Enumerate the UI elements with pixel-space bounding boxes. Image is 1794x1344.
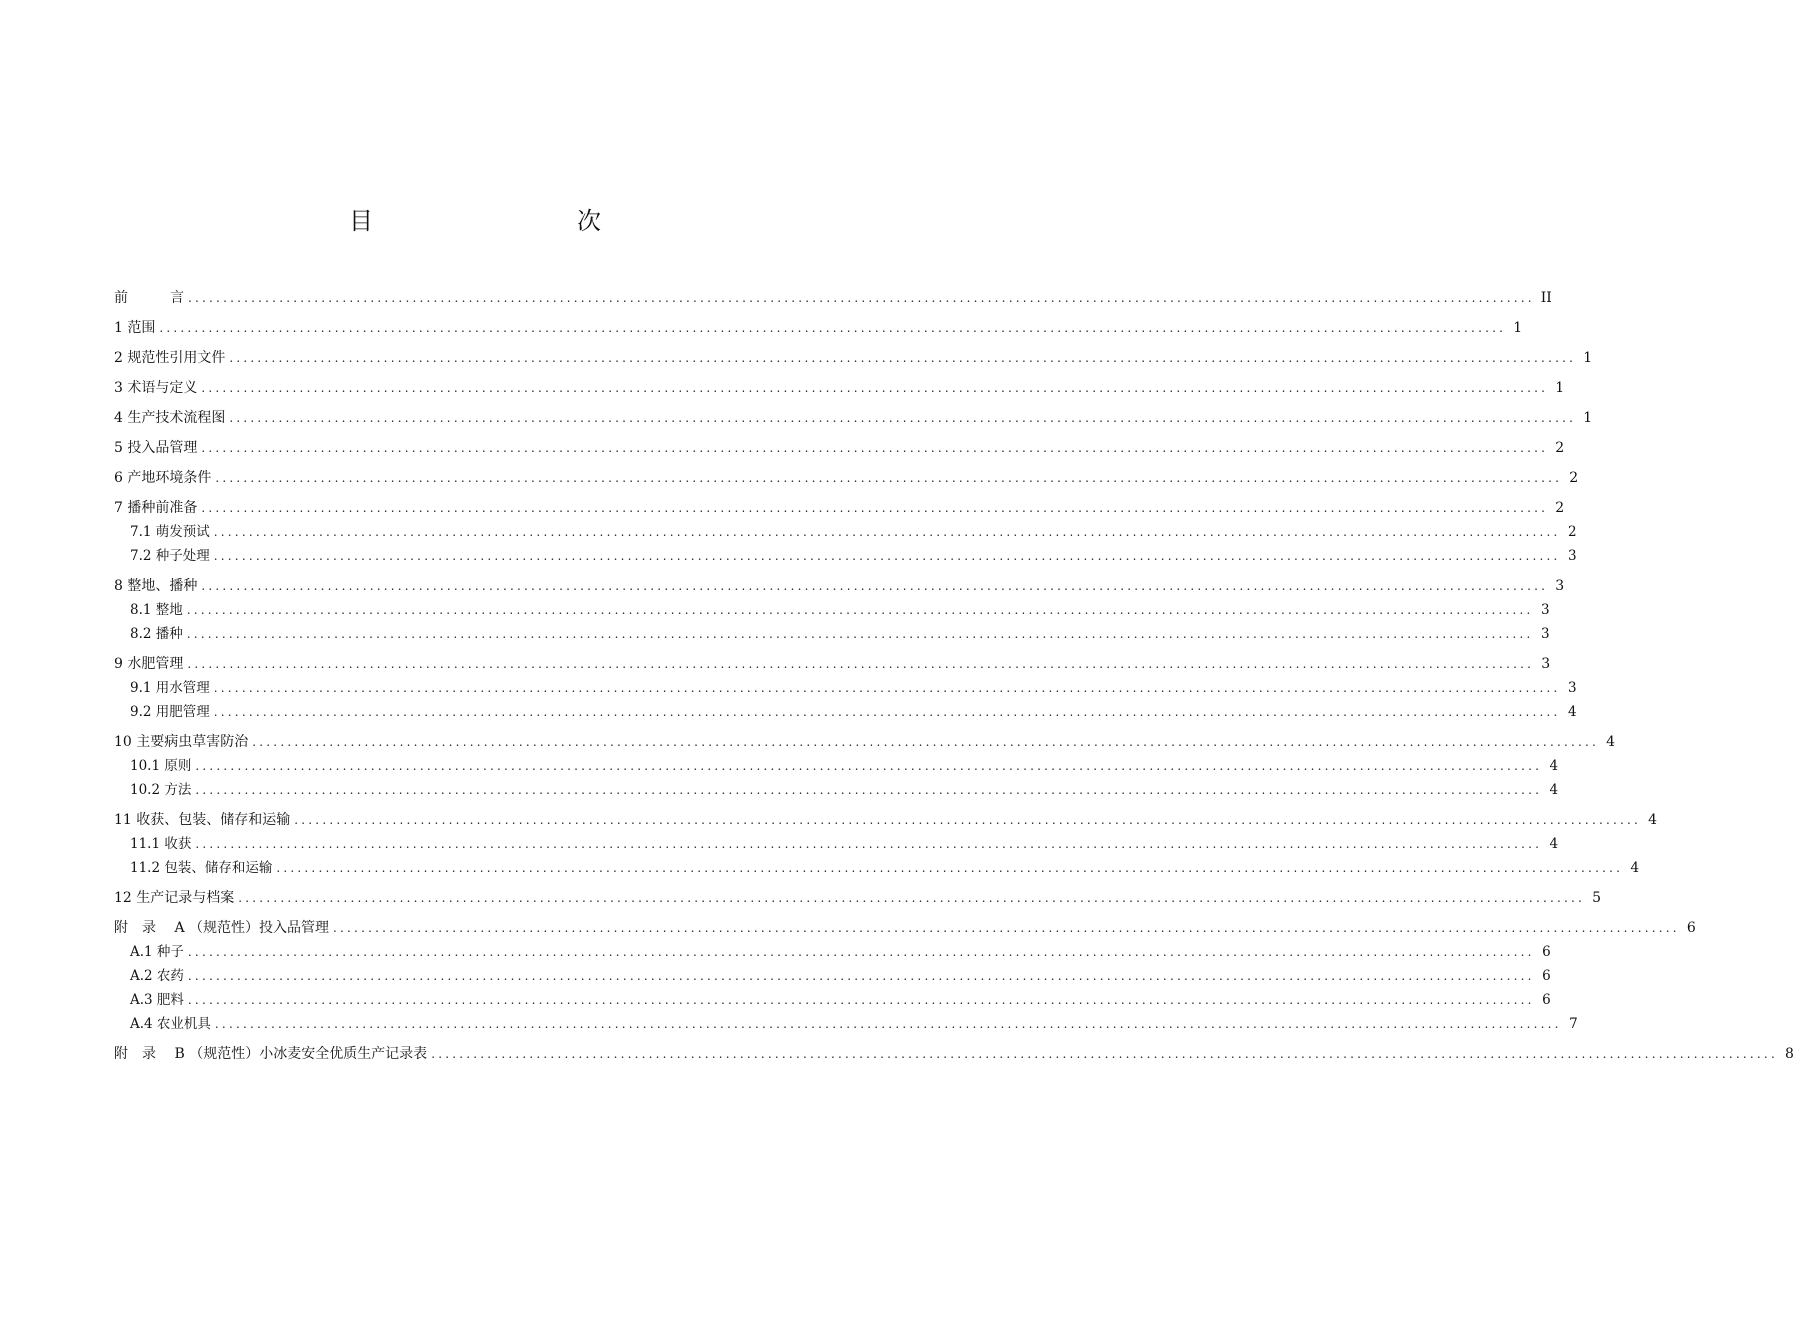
toc-entry[interactable] bbox=[114, 886, 1602, 910]
toc-entry[interactable] bbox=[114, 778, 1559, 802]
toc-entry-label: 6 产地环境条件 bbox=[114, 470, 212, 486]
toc-page-number: 2 bbox=[1569, 470, 1579, 486]
toc-entry-label: 8.1 整地 bbox=[130, 602, 183, 618]
toc-leader-dots: ................................................................................................................................................................................................ bbox=[201, 501, 1549, 515]
toc-entry[interactable] bbox=[114, 520, 1577, 544]
toc-page-number: 5 bbox=[1592, 890, 1602, 906]
toc-page-number: 6 bbox=[1542, 944, 1551, 960]
toc-page-number: 4 bbox=[1549, 782, 1559, 798]
toc-entry[interactable] bbox=[114, 754, 1559, 778]
toc-entry-label: 10.2 方法 bbox=[130, 782, 192, 798]
toc-leader-dots: ................................................................................................................................................................................................ bbox=[229, 411, 1577, 425]
toc-entry-label: 1 范围 bbox=[114, 320, 156, 336]
toc-entry[interactable] bbox=[114, 808, 1658, 832]
toc-entry[interactable] bbox=[114, 496, 1565, 520]
toc-page-number: 3 bbox=[1567, 680, 1577, 696]
toc-page-number: 3 bbox=[1555, 578, 1565, 594]
toc-leader-dots: ................................................................................................................................................................................................ bbox=[195, 759, 1543, 773]
toc-entry[interactable] bbox=[114, 598, 1550, 622]
toc-leader-dots: ................................................................................................................................................................................................ bbox=[201, 381, 1549, 395]
toc-entry[interactable] bbox=[114, 316, 1523, 340]
toc-leader-dots: ................................................................................................................................................................................................ bbox=[431, 1047, 1778, 1061]
toc-page-number: 3 bbox=[1540, 602, 1550, 618]
toc-page-number: 4 bbox=[1549, 836, 1559, 852]
toc-page-number: 4 bbox=[1567, 704, 1577, 720]
toc-entry-label: 7.1 萌发预试 bbox=[130, 524, 210, 540]
toc-leader-dots: ................................................................................................................................................................................................ bbox=[252, 735, 1600, 749]
toc-entry-label: 5 投入品管理 bbox=[114, 440, 198, 456]
toc-entry-label: 2 规范性引用文件 bbox=[114, 350, 226, 366]
toc-leader-dots: ................................................................................................................................................................................................ bbox=[276, 861, 1624, 875]
toc-entry-label: 3 术语与定义 bbox=[114, 380, 198, 396]
toc-entry[interactable] bbox=[114, 676, 1577, 700]
toc-leader-dots: ................................................................................................................................................................................................ bbox=[201, 441, 1549, 455]
toc-entry[interactable] bbox=[114, 544, 1577, 568]
toc-entry[interactable] bbox=[114, 406, 1593, 430]
toc-entry[interactable] bbox=[114, 466, 1579, 490]
toc-entry[interactable] bbox=[114, 286, 1552, 310]
toc-page-number: 4 bbox=[1549, 758, 1559, 774]
toc-page-number: 8 bbox=[1785, 1046, 1794, 1062]
toc-entry[interactable] bbox=[114, 652, 1551, 676]
toc-leader-dots: ................................................................................................................................................................................................ bbox=[294, 813, 1642, 827]
toc-entry-label: 8.2 播种 bbox=[130, 626, 183, 642]
toc-entry-label: A.2 农药 bbox=[130, 968, 184, 984]
toc-entry[interactable] bbox=[114, 622, 1550, 646]
toc-entry[interactable] bbox=[114, 940, 1551, 964]
toc-page-number: 1 bbox=[1583, 350, 1593, 366]
toc-page-number: 6 bbox=[1542, 968, 1551, 984]
toc-page-number: 2 bbox=[1567, 524, 1577, 540]
toc-entry-label: 7.2 种子处理 bbox=[130, 548, 210, 564]
toc-leader-dots: ................................................................................................................................................................................................ bbox=[186, 603, 1534, 617]
toc-page-number: 3 bbox=[1541, 656, 1551, 672]
toc-page-number: 7 bbox=[1569, 1016, 1578, 1032]
toc-entry-label: A.1 种子 bbox=[130, 944, 184, 960]
toc-entry[interactable] bbox=[114, 436, 1565, 460]
toc-page-number: 3 bbox=[1540, 626, 1550, 642]
toc-page-number: 2 bbox=[1555, 500, 1565, 516]
toc-entry-label: 9.2 用肥管理 bbox=[130, 704, 210, 720]
toc-leader-dots: ................................................................................................................................................................................................ bbox=[213, 705, 1561, 719]
toc-page-number: 6 bbox=[1686, 920, 1696, 936]
toc-leader-dots: ................................................................................................................................................................................................ bbox=[214, 1017, 1562, 1031]
toc-leader-dots: ................................................................................................................................................................................................ bbox=[213, 549, 1561, 563]
toc-entry-label: 附 录 B （规范性）小冰麦安全优质生产记录表 bbox=[114, 1046, 428, 1062]
toc-leader-dots: ................................................................................................................................................................................................ bbox=[213, 525, 1561, 539]
toc-entry[interactable] bbox=[114, 964, 1551, 988]
toc-leader-dots: ................................................................................................................................................................................................ bbox=[187, 969, 1535, 983]
toc-entry-label: 9 水肥管理 bbox=[114, 656, 184, 672]
table-of-contents bbox=[114, 286, 1794, 1066]
toc-entry-label: 附 录 A （规范性）投入品管理 bbox=[114, 920, 330, 936]
toc-entry-label: 10.1 原则 bbox=[130, 758, 192, 774]
toc-leader-dots: ................................................................................................................................................................................................ bbox=[213, 681, 1561, 695]
toc-leader-dots: ................................................................................................................................................................................................ bbox=[195, 783, 1543, 797]
toc-entry[interactable] bbox=[114, 916, 1696, 940]
toc-leader-dots: ................................................................................................................................................................................................ bbox=[201, 579, 1549, 593]
toc-leader-dots: ................................................................................................................................................................................................ bbox=[188, 291, 1535, 305]
toc-leader-dots: ................................................................................................................................................................................................ bbox=[159, 321, 1507, 335]
toc-leader-dots: ................................................................................................................................................................................................ bbox=[215, 471, 1563, 485]
toc-leader-dots: ................................................................................................................................................................................................ bbox=[195, 837, 1543, 851]
toc-entry-label: 前 言 bbox=[114, 290, 184, 306]
toc-page-number: 1 bbox=[1583, 410, 1593, 426]
toc-entry[interactable] bbox=[114, 1012, 1578, 1036]
toc-page-number: 6 bbox=[1542, 992, 1551, 1008]
toc-entry[interactable] bbox=[114, 730, 1616, 754]
toc-entry-label: 9.1 用水管理 bbox=[130, 680, 210, 696]
toc-leader-dots: ................................................................................................................................................................................................ bbox=[186, 627, 1534, 641]
toc-entry-label: 11 收获、包装、储存和运输 bbox=[114, 812, 291, 828]
toc-entry-label: A.4 农业机具 bbox=[130, 1016, 211, 1032]
toc-leader-dots: ................................................................................................................................................................................................ bbox=[238, 891, 1586, 905]
toc-entry-label: 7 播种前准备 bbox=[114, 500, 198, 516]
toc-entry-label: 8 整地、播种 bbox=[114, 578, 198, 594]
toc-entry-label: 10 主要病虫草害防治 bbox=[114, 734, 249, 750]
toc-entry[interactable] bbox=[114, 832, 1559, 856]
toc-entry[interactable] bbox=[114, 1042, 1794, 1066]
toc-entry[interactable] bbox=[114, 376, 1565, 400]
toc-page-number: 1 bbox=[1513, 320, 1523, 336]
toc-entry[interactable] bbox=[114, 856, 1640, 880]
toc-page-number: 4 bbox=[1648, 812, 1658, 828]
toc-entry-label: A.3 肥料 bbox=[130, 992, 184, 1008]
toc-entry-label: 11.1 收获 bbox=[130, 836, 192, 852]
toc-page-number: 3 bbox=[1567, 548, 1577, 564]
toc-leader-dots: ................................................................................................................................................................................................ bbox=[187, 993, 1535, 1007]
toc-page-number: 2 bbox=[1555, 440, 1565, 456]
toc-page-number: 4 bbox=[1606, 734, 1616, 750]
toc-entry[interactable] bbox=[114, 346, 1593, 370]
toc-entry[interactable] bbox=[114, 700, 1577, 724]
toc-page-number: 4 bbox=[1630, 860, 1640, 876]
toc-page-number: 1 bbox=[1555, 380, 1565, 396]
toc-entry-label: 11.2 包装、储存和运输 bbox=[130, 860, 273, 876]
page-title: 目 次 bbox=[349, 207, 653, 235]
toc-entry[interactable] bbox=[114, 988, 1551, 1012]
toc-leader-dots: ................................................................................................................................................................................................ bbox=[229, 351, 1577, 365]
toc-entry-label: 4 生产技术流程图 bbox=[114, 410, 226, 426]
toc-entry-label: 12 生产记录与档案 bbox=[114, 890, 235, 906]
toc-leader-dots: ................................................................................................................................................................................................ bbox=[187, 945, 1535, 959]
toc-leader-dots: ................................................................................................................................................................................................ bbox=[187, 657, 1535, 671]
toc-leader-dots: ................................................................................................................................................................................................ bbox=[333, 921, 1680, 935]
toc-entry[interactable] bbox=[114, 574, 1565, 598]
toc-page-number: II bbox=[1540, 290, 1552, 306]
